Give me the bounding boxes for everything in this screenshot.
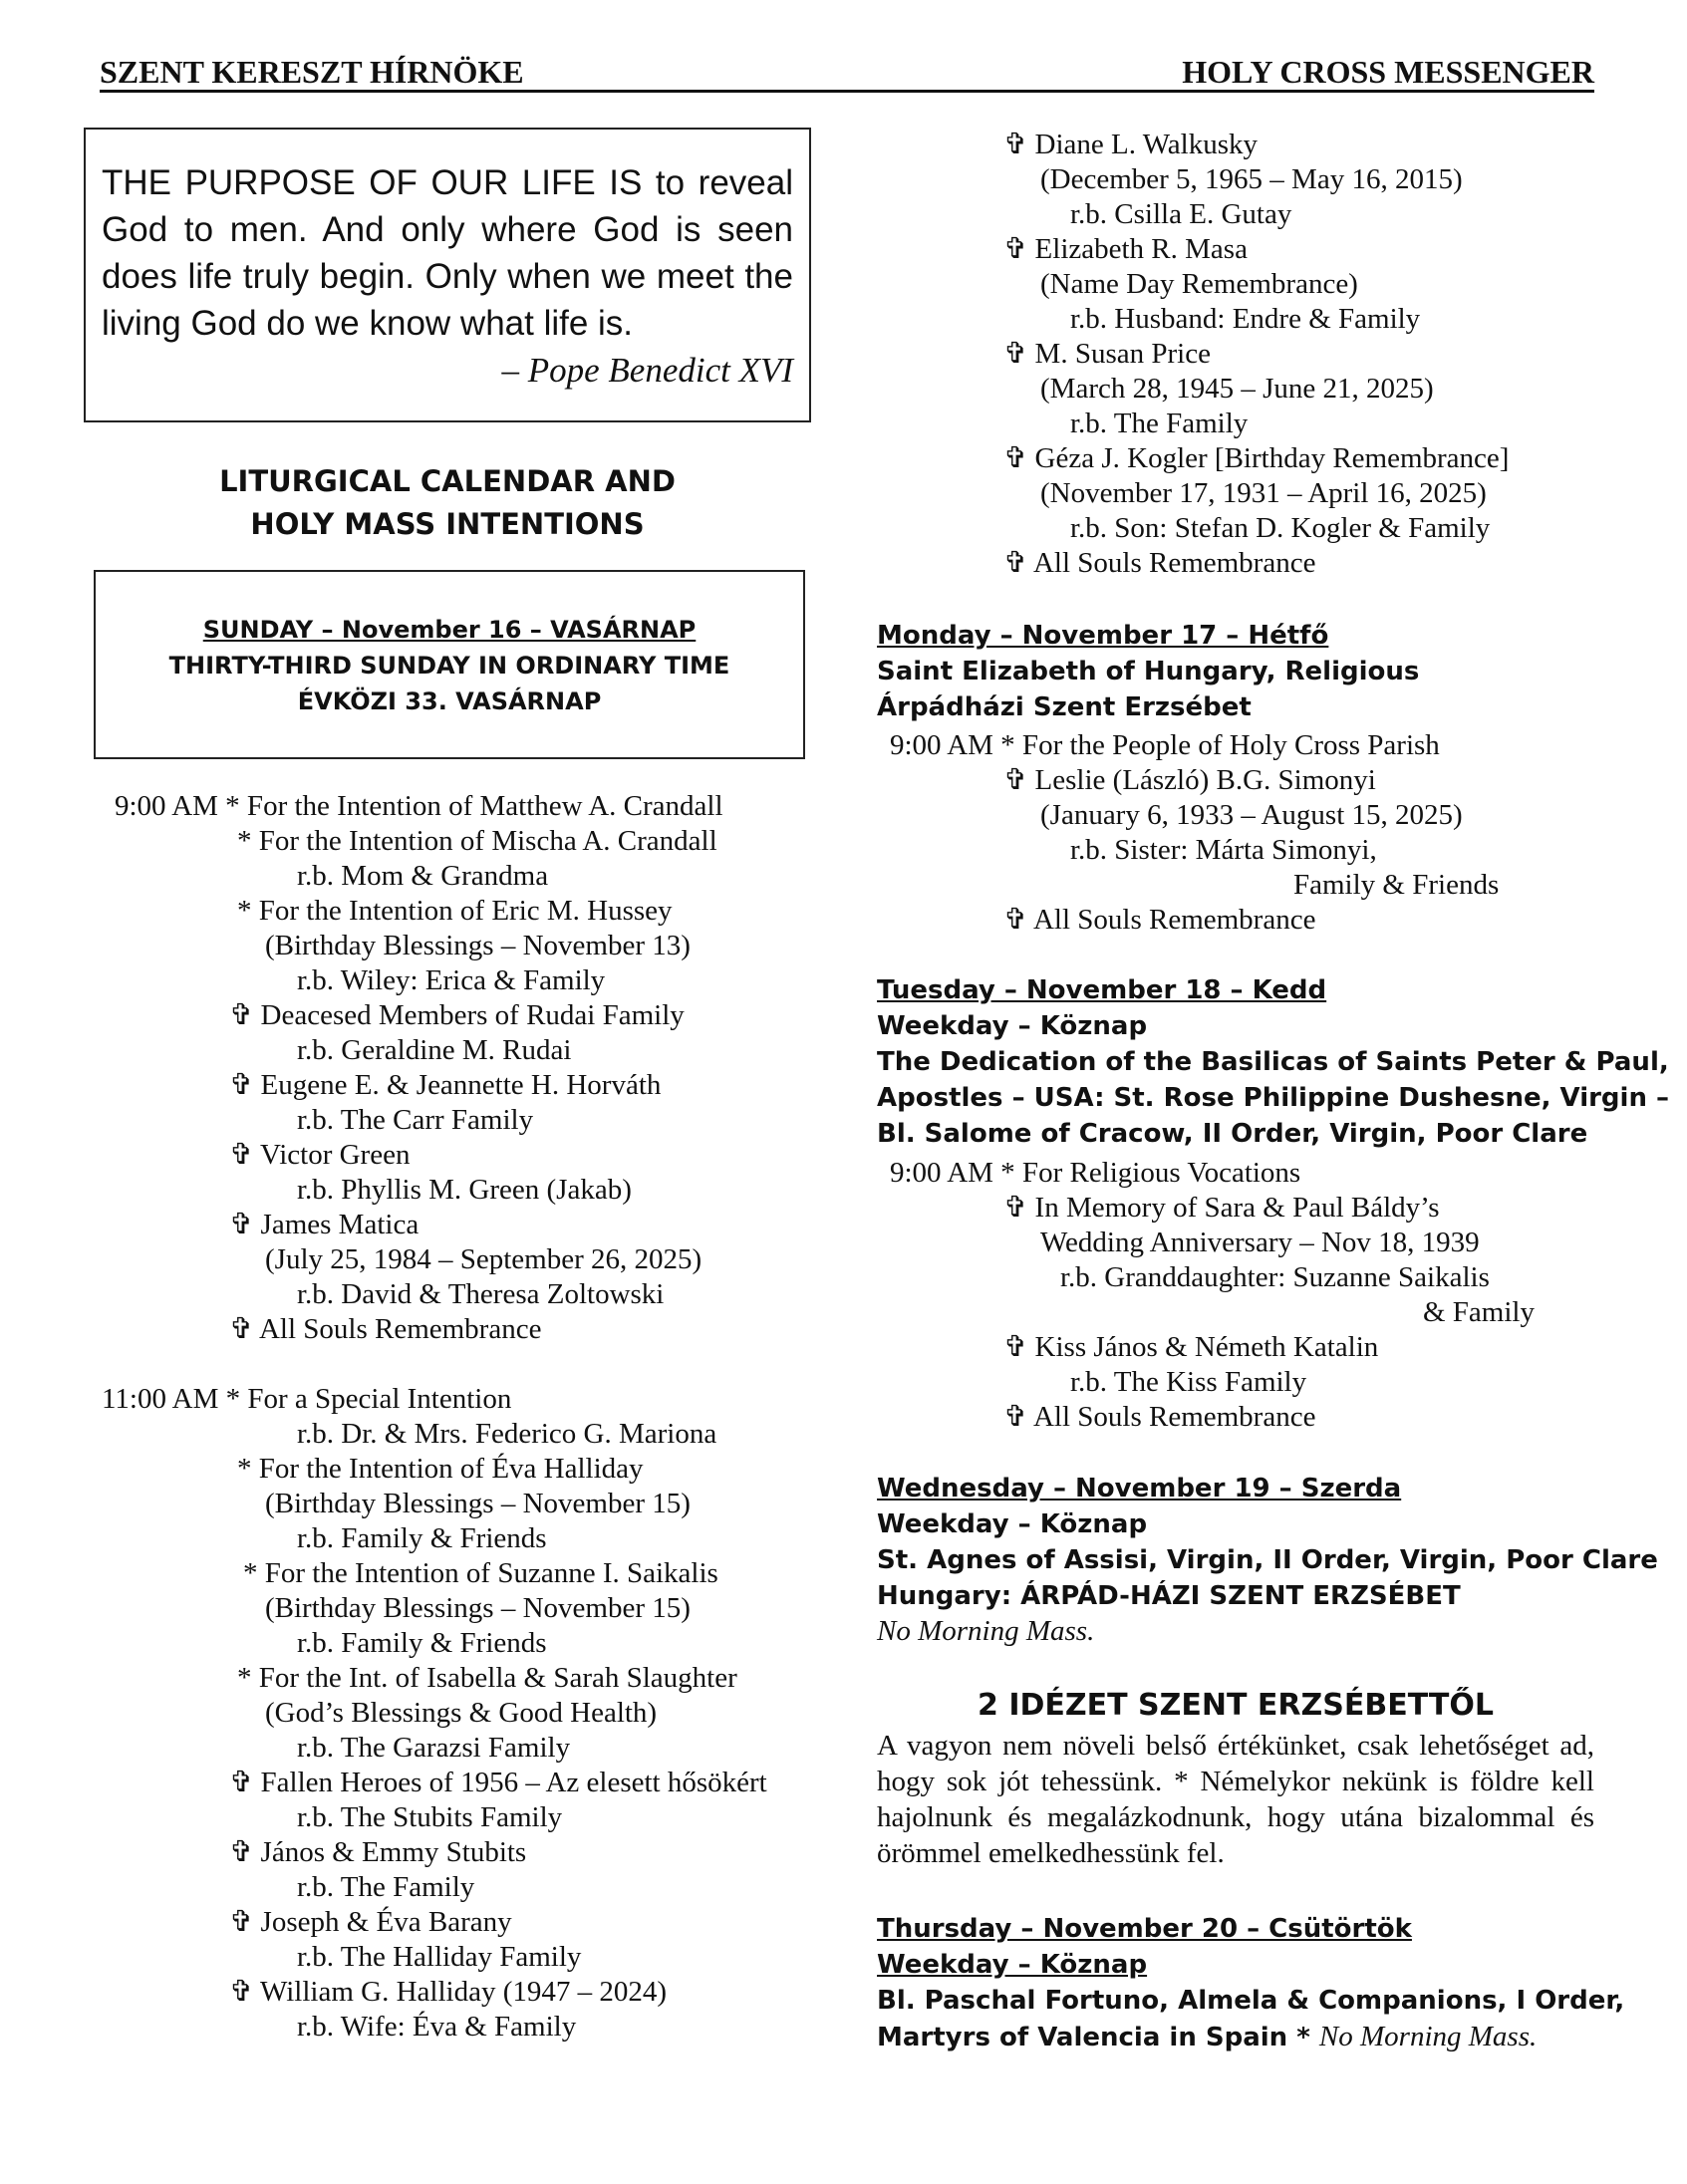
- intention-line: 9:00 AM * For the Intention of Matthew A. Crandall: [115, 790, 723, 822]
- thursday-feast-2: [877, 2019, 1537, 2055]
- thursday-weekday: Weekday – Köznap: [877, 1950, 1148, 1980]
- intention-line: ✞ Kiss János & Németh Katalin: [1003, 1331, 1379, 1363]
- intention-line: ✞ In Memory of Sara & Paul Báldy’s: [1003, 1192, 1440, 1224]
- intention-line: & Family: [1423, 1296, 1535, 1328]
- intention-line: r.b. The Family: [1070, 408, 1249, 439]
- tuesday-feast-1: The Dedication of the Basilicas of Saints Peter & Paul,: [877, 1047, 1669, 1077]
- sunday-date: SUNDAY – November 16 – VASÁRNAP: [202, 616, 697, 644]
- intention-line: ✞ Fallen Heroes of 1956 – Az elesett hősökért: [229, 1767, 767, 1798]
- intention-line: r.b. The Garazsi Family: [297, 1732, 571, 1764]
- monday-date: Monday – November 17 – Hétfő: [877, 621, 1329, 651]
- intention-line: r.b. The Kiss Family: [1070, 1366, 1307, 1398]
- intention-line: r.b. Geraldine M. Rudai: [297, 1034, 572, 1066]
- quote-author: – Pope Benedict XVI: [501, 351, 793, 390]
- tuesday-weekday: Weekday – Köznap: [877, 1011, 1148, 1041]
- monday-feast-hu: Árpádházi Szent Erzsébet: [877, 692, 1252, 722]
- intention-line: r.b. Wife: Éva & Family: [297, 2011, 577, 2043]
- intention-line: (God’s Blessings & Good Health): [265, 1697, 658, 1729]
- intention-line: ✞ Joseph & Éva Barany: [229, 1906, 512, 1938]
- intention-line: (July 25, 1984 – September 26, 2025): [265, 1243, 703, 1275]
- page-header: [100, 52, 1594, 93]
- intention-line: * For the Intention of Suzanne I. Saikalis: [243, 1557, 718, 1589]
- wednesday-note: No Morning Mass.: [877, 1615, 1095, 1647]
- calendar-title-line1: LITURGICAL CALENDAR AND: [219, 464, 676, 498]
- monday-feast: Saint Elizabeth of Hungary, Religious: [877, 657, 1420, 686]
- intention-line: r.b. Dr. & Mrs. Federico G. Mariona: [297, 1418, 717, 1450]
- intention-line: (Birthday Blessings – November 15): [265, 1488, 691, 1519]
- intention-line: r.b. The Family: [297, 1871, 475, 1903]
- intention-line: ✞ M. Susan Price: [1003, 338, 1211, 370]
- thursday-note: No Morning Mass.: [1318, 2021, 1538, 2052]
- sunday-line3: ÉVKÖZI 33. VASÁRNAP: [297, 687, 602, 715]
- wednesday-feast-2: Hungary: ÁRPÁD-HÁZI SZENT ERZSÉBET: [877, 1581, 1461, 1611]
- intention-line: ✞ All Souls Remembrance: [229, 1313, 542, 1345]
- intention-line: r.b. Granddaughter: Suzanne Saikalis: [1060, 1261, 1490, 1293]
- intention-line: ✞ All Souls Remembrance: [1003, 1401, 1316, 1433]
- tuesday-feast-2: Apostles – USA: St. Rose Philippine Dushesne, Virgin –: [877, 1083, 1670, 1113]
- intention-line: ✞ Diane L. Walkusky: [1003, 129, 1258, 160]
- thursday-date: Thursday – November 20 – Csütörtök: [877, 1914, 1412, 1944]
- calendar-title-line2: HOLY MASS INTENTIONS: [250, 507, 645, 541]
- intention-line: r.b. The Halliday Family: [297, 1941, 582, 1973]
- intention-line: Family & Friends: [1293, 869, 1500, 901]
- intention-line: r.b. The Carr Family: [297, 1104, 534, 1136]
- wednesday-date: Wednesday – November 19 – Szerda: [877, 1474, 1402, 1503]
- thursday-feast-1: Bl. Paschal Fortuno, Almela & Companions, I Order,: [877, 1986, 1625, 2016]
- intention-line: (December 5, 1965 – May 16, 2015): [1040, 163, 1463, 195]
- quotes-section-text: A vagyon nem növeli belső értékünket, csak lehetőséget ad, hogy sok jót tehessünk. * Némelykor nekünk is földre kell hajolnunk és megalázkodnunk, hogy utána bizalommal és örömmel emelkedhessünk fel.: [877, 1730, 1594, 1869]
- intention-line: ✞ Leslie (László) B.G. Simonyi: [1003, 764, 1376, 796]
- intention-line: ✞ János & Emmy Stubits: [229, 1836, 527, 1868]
- intention-line: r.b. Sister: Márta Simonyi,: [1070, 834, 1377, 866]
- wednesday-weekday: Weekday – Köznap: [877, 1509, 1148, 1539]
- quote-text: THE PURPOSE OF OUR LIFE IS to reveal God to men. And only where God is seen does life truly begin. Only when we meet the living God do we know what life is.: [102, 163, 793, 343]
- intention-line: (Name Day Remembrance): [1040, 268, 1358, 300]
- intention-line: (Birthday Blessings – November 13): [265, 930, 691, 961]
- intention-line: r.b. Mom & Grandma: [297, 860, 549, 892]
- header-left-title: SZENT KERESZT HÍRNÖKE: [100, 54, 524, 90]
- intention-line: ✞ Eugene E. & Jeannette H. Horváth: [229, 1069, 662, 1101]
- intention-line: r.b. The Stubits Family: [297, 1801, 563, 1833]
- thursday-feast-2-text: Martyrs of Valencia in Spain *: [877, 2023, 1310, 2052]
- intention-line: (November 17, 1931 – April 16, 2025): [1040, 477, 1487, 509]
- intention-line: ✞ Victor Green: [229, 1139, 411, 1171]
- tuesday-feast-3: Bl. Salome of Cracow, II Order, Virgin, Poor Clare: [877, 1119, 1588, 1149]
- intention-line: * For the Int. of Isabella & Sarah Slaughter: [237, 1662, 737, 1694]
- intention-line: * For the Intention of Mischa A. Crandall: [237, 825, 717, 857]
- intention-line: Wedding Anniversary – Nov 18, 1939: [1040, 1227, 1480, 1258]
- intention-line: ✞ Deacesed Members of Rudai Family: [229, 999, 685, 1031]
- quotes-section-title: 2 IDÉZET SZENT ERZSÉBETTŐL: [978, 1688, 1494, 1723]
- intention-line: (March 28, 1945 – June 21, 2025): [1040, 373, 1434, 405]
- intention-line: (January 6, 1933 – August 15, 2025): [1040, 799, 1463, 831]
- intention-line: r.b. Son: Stefan D. Kogler & Family: [1070, 512, 1491, 544]
- intention-line: ✞ All Souls Remembrance: [1003, 547, 1316, 579]
- intention-line: r.b. Csilla E. Gutay: [1070, 198, 1292, 230]
- calendar-title: [84, 460, 811, 546]
- quote-box: [84, 128, 811, 422]
- intention-line: ✞ All Souls Remembrance: [1003, 904, 1316, 936]
- wednesday-feast-1: St. Agnes of Assisi, Virgin, II Order, Virgin, Poor Clare: [877, 1545, 1658, 1575]
- intention-line: 9:00 AM * For Religious Vocations: [890, 1157, 1301, 1189]
- intention-line: ✞ Elizabeth R. Masa: [1003, 233, 1248, 265]
- sunday-box: [94, 570, 805, 759]
- sunday-line2: THIRTY-THIRD SUNDAY IN ORDINARY TIME: [168, 652, 730, 680]
- intention-line: r.b. Husband: Endre & Family: [1070, 303, 1421, 335]
- intention-line: r.b. Wiley: Erica & Family: [297, 964, 606, 996]
- intention-line: r.b. Family & Friends: [297, 1627, 547, 1659]
- intention-line: r.b. David & Theresa Zoltowski: [297, 1278, 665, 1310]
- intention-line: 11:00 AM * For a Special Intention: [102, 1383, 512, 1415]
- intention-line: r.b. Family & Friends: [297, 1522, 547, 1554]
- header-right-title: HOLY CROSS MESSENGER: [1182, 54, 1594, 90]
- intention-line: * For the Intention of Eric M. Hussey: [237, 895, 673, 927]
- intention-line: r.b. Phyllis M. Green (Jakab): [297, 1174, 632, 1206]
- intention-line: ✞ Géza J. Kogler [Birthday Remembrance]: [1003, 442, 1510, 474]
- intention-line: ✞ James Matica: [229, 1209, 420, 1240]
- intention-line: (Birthday Blessings – November 15): [265, 1592, 691, 1624]
- tuesday-date: Tuesday – November 18 – Kedd: [877, 975, 1327, 1005]
- intention-line: ✞ William G. Halliday (1947 – 2024): [229, 1976, 668, 2008]
- intention-line: 9:00 AM * For the People of Holy Cross Parish: [890, 729, 1440, 761]
- intention-line: * For the Intention of Éva Halliday: [237, 1453, 644, 1485]
